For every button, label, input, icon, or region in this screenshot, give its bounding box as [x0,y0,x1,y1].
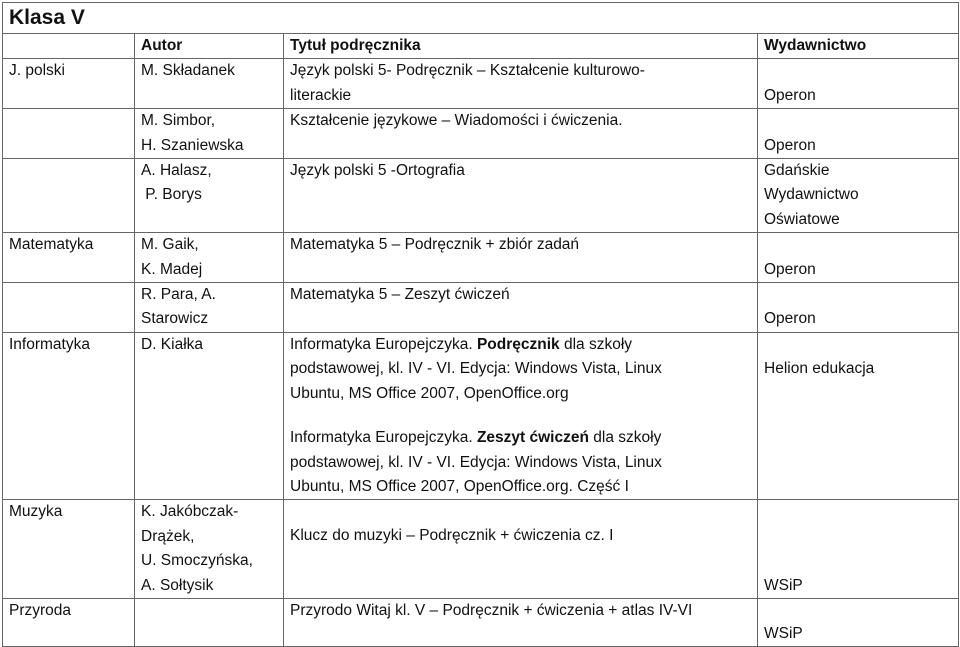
table-row [3,59,959,109]
header-row [3,34,959,59]
subject-cell [3,283,135,333]
table-row [3,500,959,599]
title-text: dla szkoły [559,335,633,353]
title-cell [284,500,758,599]
header-author: Autor [135,34,284,59]
header-title: Tytuł podręcznika [284,34,758,59]
title-cell: Matematyka 5 – Zeszyt ćwiczeń [284,283,758,333]
title-line: podstawowej, kl. IV - VI. Edycja: Windows Vista, Linux [290,453,662,471]
author-cell [135,109,284,159]
title-line: Język polski 5- Podręcznik – Kształcenie kulturowo- [290,62,645,80]
author-cell [135,233,284,283]
table-row [3,109,959,159]
author: M. Gaik, [141,236,199,254]
author-cell [135,159,284,233]
publisher-line: Gdańskie [764,162,830,180]
author-cell [135,283,284,333]
author: M. Simbor, [141,112,216,130]
title-cell [284,59,758,109]
title-text: Informatyka Europejczyka. [290,335,477,353]
publisher-line: Helion edukacja [764,359,875,377]
author: Starowicz [141,310,209,328]
publisher-cell: WSiP [758,500,959,599]
title-line: Ubuntu, MS Office 2007, OpenOffice.org [290,384,569,402]
publisher-cell [758,159,959,233]
table-row [3,332,959,499]
publisher-cell: Operon [758,59,959,109]
title-cell: Matematyka 5 – Podręcznik + zbiór zadań [284,233,758,283]
author-cell [135,59,284,109]
title-bold: Zeszyt ćwiczeń [476,429,589,447]
author: K. Madej [141,260,203,278]
title-line [290,333,751,357]
table-row [3,233,959,283]
table-row [3,159,959,233]
textbook-table [2,2,959,647]
publisher-cell: Operon [758,283,959,333]
subject-cell: Matematyka [3,233,135,283]
title-line: Klucz do muzyki – Podręcznik + ćwiczenia cz. I [290,527,614,545]
author: R. Para, A. [141,286,216,304]
title-line: Ubuntu, MS Office 2007, OpenOffice.org. Część I [290,477,629,495]
publisher-cell [758,332,959,499]
subject-cell: Przyroda [3,598,135,646]
author: H. Szaniewska [141,136,244,154]
header-subject [3,34,135,59]
author: A. Sołtysik [141,576,214,594]
table-row [3,598,959,646]
author: M. Składanek [141,62,235,80]
title-line [290,426,751,450]
title-cell [284,332,758,499]
author-cell [135,598,284,646]
author: K. Jakóbczak- [141,503,239,521]
subject-cell: J. polski [3,59,135,109]
table-title: Klasa V [3,3,959,34]
subject-cell: Informatyka [3,332,135,499]
title-cell: Kształcenie językowe – Wiadomości i ćwiczenia. [284,109,758,159]
publisher-line: Wydawnictwo [764,186,859,204]
author: A. Halasz, [141,162,212,180]
publisher-cell: Operon [758,233,959,283]
author: P. Borys [141,186,202,204]
title-cell: Język polski 5 -Ortografia [284,159,758,233]
publisher-cell: WSiP [758,598,959,646]
spacer [764,333,952,357]
table-row [3,283,959,333]
title-text: dla szkoły [588,429,662,447]
author-cell: D. Kiałka [135,332,284,499]
publisher-line: Oświatowe [764,210,840,228]
title-line: literackie [290,86,352,104]
title-text: Informatyka Europejczyka. [290,429,477,447]
subject-cell [3,109,135,159]
subject-cell: Muzyka [3,500,135,599]
subject-cell [3,159,135,233]
header-publisher: Wydawnictwo [758,34,959,59]
spacer [290,406,751,426]
publisher-cell: Operon [758,109,959,159]
title-line: podstawowej, kl. IV - VI. Edycja: Windows Vista, Linux [290,360,662,378]
author-cell [135,500,284,599]
title-bold: Podręcznik [476,335,560,353]
spacer [290,500,751,524]
title-cell: Przyrodo Witaj kl. V – Podręcznik + ćwiczenia + atlas IV-VI [284,598,758,646]
author: U. Smoczyńska, [141,552,253,570]
author: Drążek, [141,527,195,545]
